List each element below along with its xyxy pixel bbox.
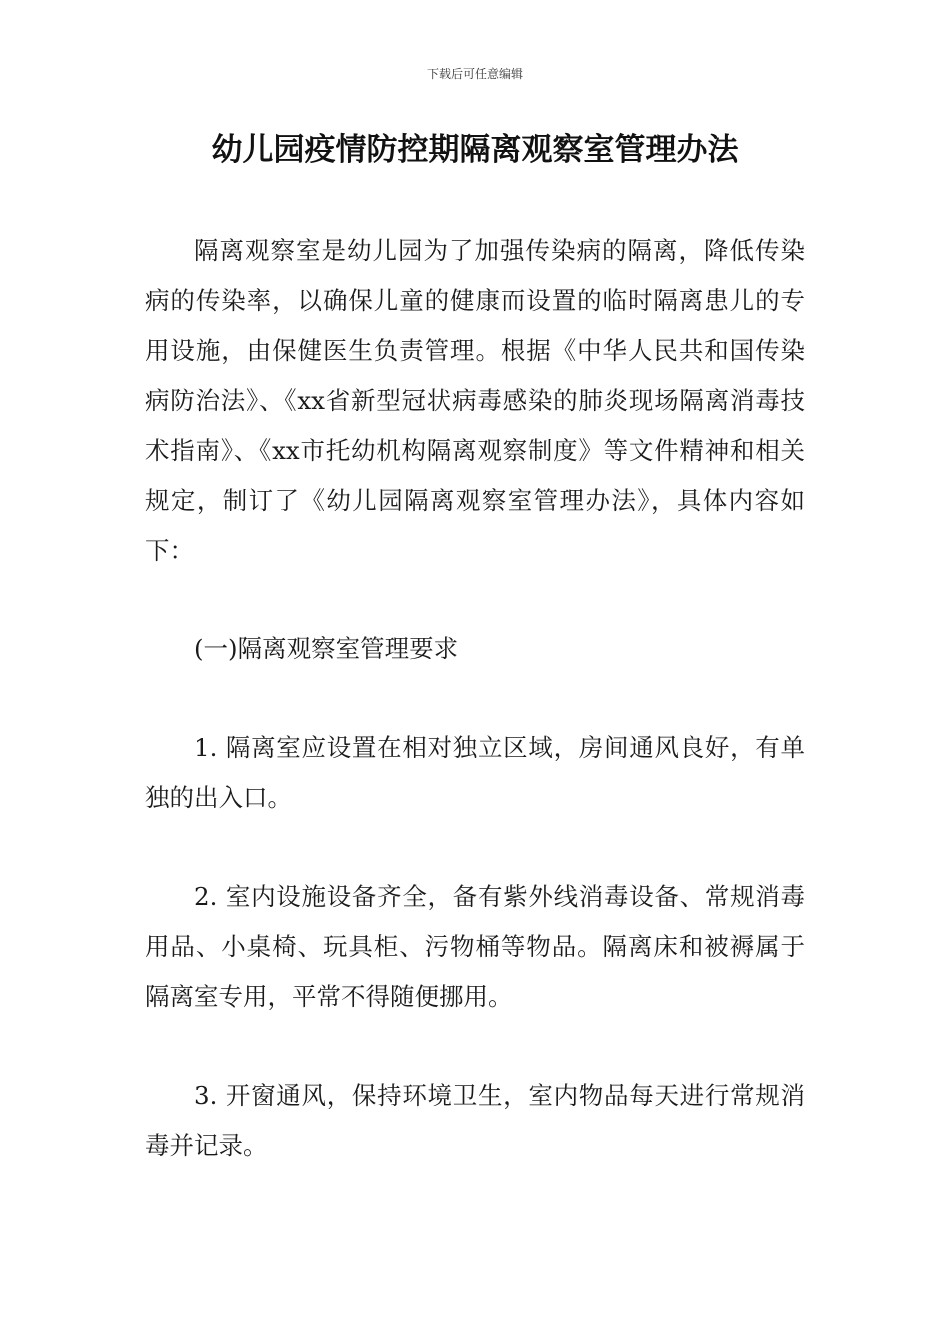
intro-paragraph: 隔离观察室是幼儿园为了加强传染病的隔离，降低传染病的传染率，以确保儿童的健康而设置的临时隔离患儿的专用设施，由保健医生负责管理。根据《中华人民共和国传染病防治法》、《xx省新型冠状病毒感染的肺炎现场隔离消毒技术指南》、《xx市托幼机构隔离观察制度》等文件精神和相关规定，制订了《幼儿园隔离观察室管理办法》，具体内容如下： (145, 236, 805, 565)
header-note: 下载后可任意编辑 (426, 67, 523, 81)
section-heading: (一)隔离观察室管理要求 (194, 634, 459, 663)
list-item-2: 2. 室内设施设备齐全，备有紫外线消毒设备、常规消毒用品、小桌椅、玩具柜、污物桶等物品。隔离床和被褥属于隔离室专用，平常不得随便挪用。 (145, 882, 805, 1011)
document-title: 幼儿园疫情防控期隔离观察室管理办法 (211, 132, 739, 168)
list-item-3: 3. 开窗通风，保持环境卫生，室内物品每天进行常规消毒并记录。 (145, 1081, 805, 1160)
list-item-1: 1. 隔离室应设置在相对独立区域，房间通风良好，有单独的出入口。 (145, 733, 805, 812)
